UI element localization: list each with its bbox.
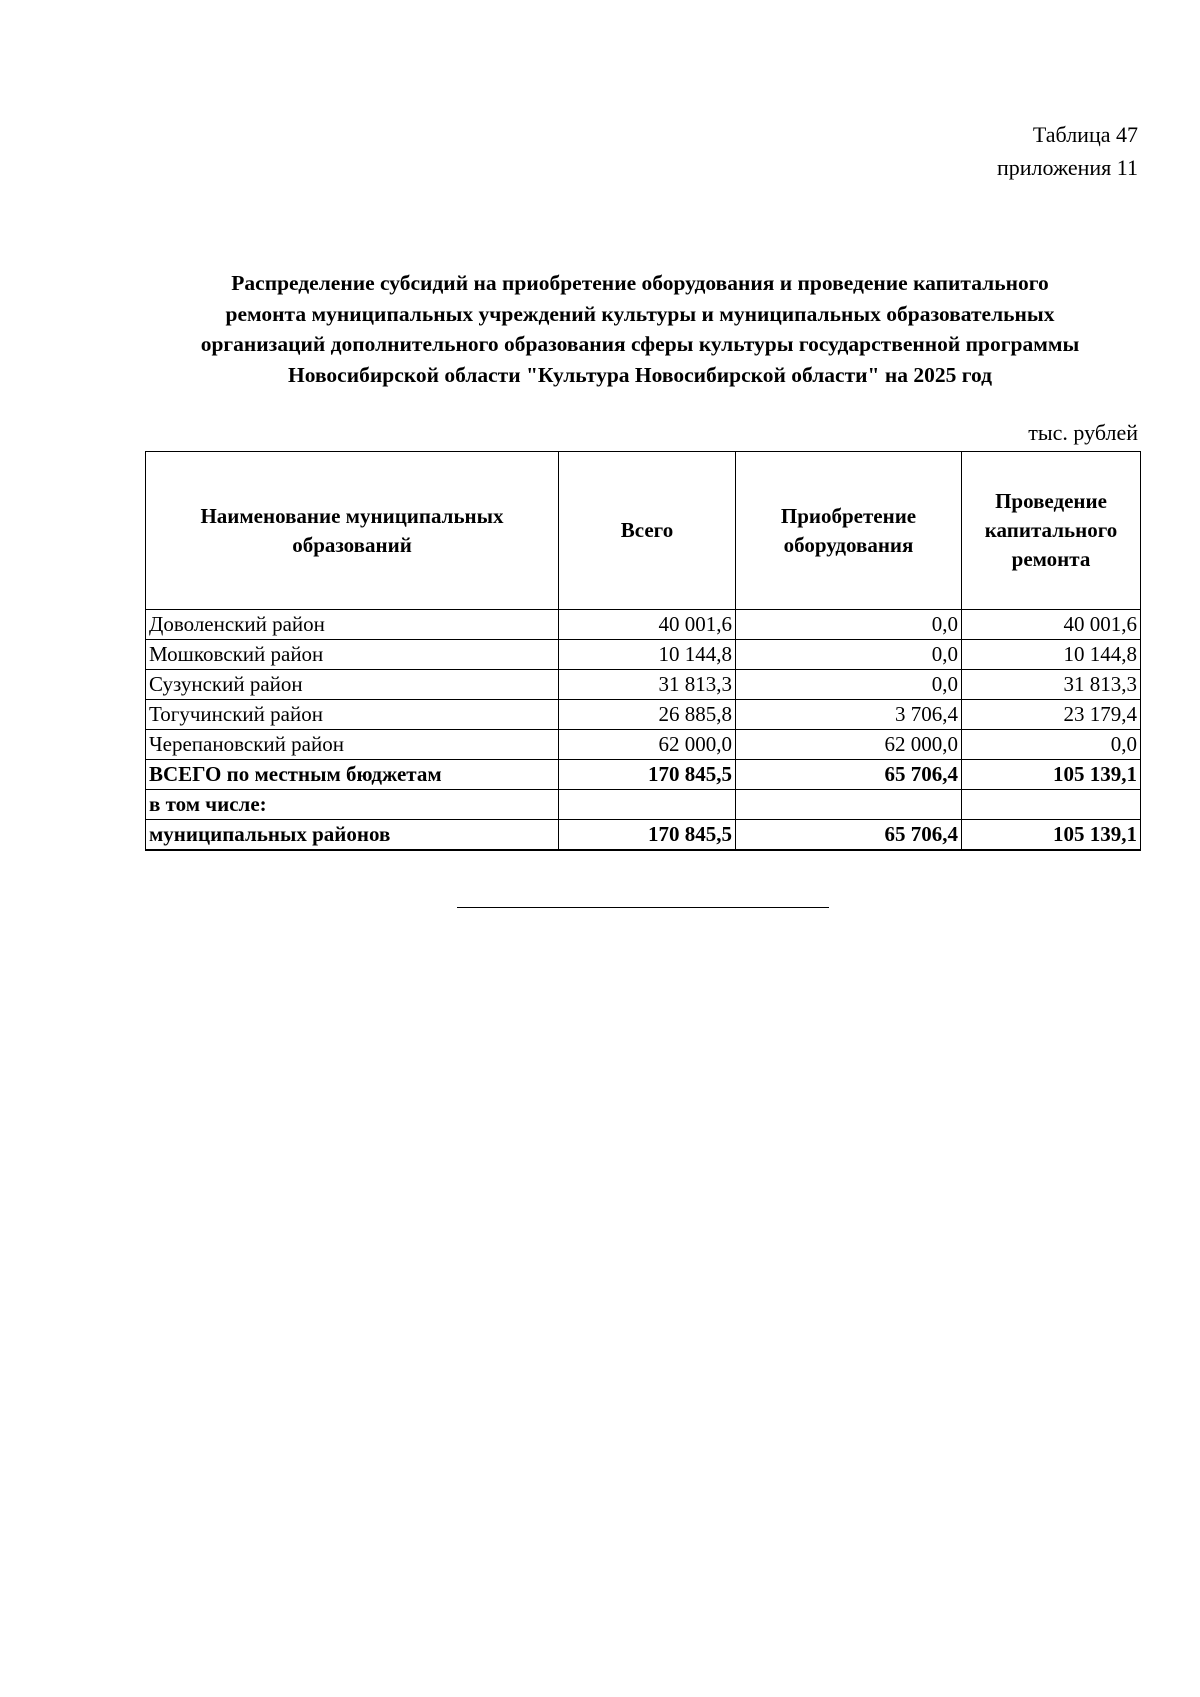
cell-total: 10 144,8 bbox=[559, 640, 736, 670]
cell-repair: 23 179,4 bbox=[962, 700, 1141, 730]
header-repair: Проведение капитального ремонта bbox=[962, 452, 1141, 610]
header-total: Всего bbox=[559, 452, 736, 610]
header-municipality: Наименование муниципальных образований bbox=[146, 452, 559, 610]
title-line: Новосибирской области "Культура Новосибирской области" на 2025 год bbox=[288, 362, 992, 387]
table-row bbox=[146, 700, 1141, 730]
cell-repair: 105 139,1 bbox=[962, 820, 1141, 851]
cell-name: Сузунский район bbox=[146, 670, 559, 700]
cell-name: Черепановский район bbox=[146, 730, 559, 760]
table-row bbox=[146, 610, 1141, 640]
table-row bbox=[146, 670, 1141, 700]
cell-repair bbox=[962, 790, 1141, 820]
end-divider-line bbox=[457, 907, 829, 908]
cell-equipment: 0,0 bbox=[736, 610, 962, 640]
table-reference bbox=[997, 118, 1138, 184]
cell-total: 170 845,5 bbox=[559, 820, 736, 851]
cell-equipment: 65 706,4 bbox=[736, 760, 962, 790]
cell-name: муниципальных районов bbox=[146, 820, 559, 851]
table-header-row bbox=[146, 452, 1141, 610]
cell-total: 170 845,5 bbox=[559, 760, 736, 790]
subheading-row bbox=[146, 790, 1141, 820]
title-line: организаций дополнительного образования сферы культуры государственной программы bbox=[200, 332, 1080, 356]
cell-repair: 31 813,3 bbox=[962, 670, 1141, 700]
cell-name: Доволенский район bbox=[146, 610, 559, 640]
table-number: Таблица 47 bbox=[1032, 122, 1138, 147]
cell-equipment: 62 000,0 bbox=[736, 730, 962, 760]
cell-equipment bbox=[736, 790, 962, 820]
cell-repair: 40 001,6 bbox=[962, 610, 1141, 640]
districts-row bbox=[146, 820, 1141, 851]
document-title bbox=[145, 268, 1135, 390]
cell-name: в том числе: bbox=[146, 790, 559, 820]
subsidy-table bbox=[145, 451, 1141, 851]
cell-equipment: 0,0 bbox=[736, 670, 962, 700]
cell-name: Мошковский район bbox=[146, 640, 559, 670]
title-line: ремонта муниципальных учреждений культуры и муниципальных образовательных bbox=[225, 301, 1055, 326]
cell-equipment: 65 706,4 bbox=[736, 820, 962, 851]
title-line: Распределение субсидий на приобретение оборудования и проведение капитального bbox=[231, 271, 1049, 295]
cell-total: 31 813,3 bbox=[559, 670, 736, 700]
cell-equipment: 3 706,4 bbox=[736, 700, 962, 730]
total-row bbox=[146, 760, 1141, 790]
cell-name: Тогучинский район bbox=[146, 700, 559, 730]
cell-total bbox=[559, 790, 736, 820]
appendix-number: приложения 11 bbox=[996, 155, 1138, 180]
cell-total: 62 000,0 bbox=[559, 730, 736, 760]
cell-repair: 105 139,1 bbox=[962, 760, 1141, 790]
cell-repair: 0,0 bbox=[962, 730, 1141, 760]
cell-total: 40 001,6 bbox=[559, 610, 736, 640]
table-row bbox=[146, 730, 1141, 760]
cell-equipment: 0,0 bbox=[736, 640, 962, 670]
units-label: тыс. рублей bbox=[1028, 420, 1138, 445]
cell-total: 26 885,8 bbox=[559, 700, 736, 730]
header-equipment: Приобретение оборудования bbox=[736, 452, 962, 610]
cell-repair: 10 144,8 bbox=[962, 640, 1141, 670]
cell-name: ВСЕГО по местным бюджетам bbox=[146, 760, 559, 790]
table-row bbox=[146, 640, 1141, 670]
